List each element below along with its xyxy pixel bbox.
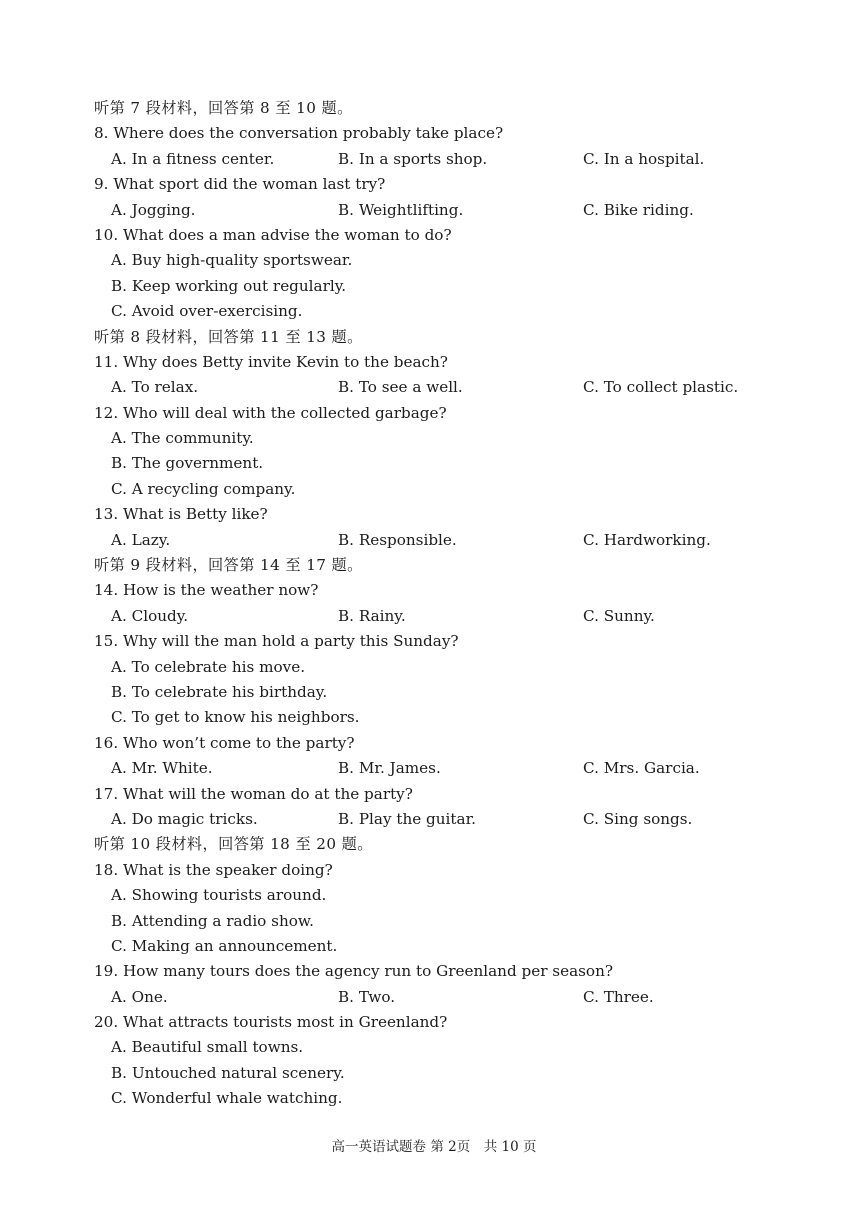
option-line: A. The community.	[111, 429, 254, 448]
option-a: A. One.	[111, 987, 168, 1006]
question-text: 8. Where does the conversation probably take place?	[94, 124, 504, 143]
section-instruction: 听第 9 段材料，回答第 14 至 17 题。	[94, 556, 363, 575]
option-b: B. Mr. James.	[338, 759, 441, 778]
question-text: 19. How many tours does the agency run to Greenland per season?	[94, 962, 614, 981]
option-a: A. Mr. White.	[111, 759, 213, 778]
option-b: B. To see a well.	[338, 378, 463, 397]
question-text: 10. What does a man advise the woman to do?	[94, 225, 452, 244]
option-c: C. Bike riding.	[583, 200, 694, 219]
question-text: 20. What attracts tourists most in Greenland?	[94, 1013, 448, 1032]
option-c: C. Sunny.	[583, 606, 655, 625]
question-text: 12. Who will deal with the collected garbage?	[94, 403, 447, 422]
option-a: A. Jogging.	[111, 200, 196, 219]
options-row	[94, 198, 794, 223]
question-text: 16. Who won’t come to the party?	[94, 733, 355, 752]
option-line: C. To get to know his neighbors.	[111, 708, 360, 727]
option-line: C. Avoid over-exercising.	[111, 302, 303, 321]
section-instruction: 听第 7 段材料，回答第 8 至 10 题。	[94, 99, 353, 117]
options-row	[94, 147, 794, 172]
option-line: A. Buy high-quality sportswear.	[111, 251, 353, 270]
option-a: A. Lazy.	[111, 530, 171, 549]
option-line: B. Keep working out regularly.	[111, 276, 347, 295]
options-row	[94, 756, 794, 781]
option-line: B. The government.	[111, 454, 264, 473]
question-text: 11. Why does Betty invite Kevin to the beach?	[94, 352, 448, 371]
section-instruction: 听第 8 段材料，回答第 11 至 13 题。	[94, 327, 363, 346]
option-a: A. In a fitness center.	[111, 149, 275, 168]
option-line: A. Beautiful small towns.	[111, 1038, 304, 1057]
question-text: 15. Why will the man hold a party this Sunday?	[94, 632, 459, 651]
option-b: B. Weightlifting.	[338, 200, 464, 219]
option-c: C. In a hospital.	[583, 149, 705, 168]
question-text: 17. What will the woman do at the party?	[94, 784, 413, 803]
section-instruction: 听第 10 段材料，回答第 18 至 20 题。	[94, 835, 373, 854]
option-line: C. Wonderful whale watching.	[111, 1089, 343, 1108]
option-c: C. To collect plastic.	[583, 378, 739, 397]
option-c: C. Sing songs.	[583, 809, 693, 828]
option-line: B. Untouched natural scenery.	[111, 1063, 345, 1082]
option-b: B. Play the guitar.	[338, 809, 476, 828]
question-text: 18. What is the speaker doing?	[94, 860, 333, 879]
option-line: C. A recycling company.	[111, 479, 296, 498]
option-a: A. To relax.	[111, 378, 199, 397]
page-footer: 高一英语试题卷 第 2页 共 10 页	[331, 1139, 537, 1155]
option-b: B. Two.	[338, 987, 396, 1006]
options-row	[94, 528, 794, 553]
option-line: A. To celebrate his move.	[111, 657, 306, 676]
options-row	[94, 807, 794, 832]
question-text: 14. How is the weather now?	[94, 581, 319, 600]
option-b: B. Responsible.	[338, 530, 457, 549]
options-row	[94, 375, 794, 400]
question-text: 13. What is Betty like?	[94, 505, 268, 524]
option-b: B. Rainy.	[338, 606, 406, 625]
option-line: B. To celebrate his birthday.	[111, 682, 328, 701]
exam-content	[94, 96, 794, 1112]
option-line: C. Making an announcement.	[111, 936, 338, 955]
option-a: A. Cloudy.	[111, 606, 189, 625]
option-a: A. Do magic tricks.	[111, 809, 258, 828]
option-b: B. In a sports shop.	[338, 149, 488, 168]
option-line: A. Showing tourists around.	[111, 886, 327, 905]
options-row	[94, 604, 794, 629]
option-c: C. Three.	[583, 987, 654, 1006]
option-c: C. Mrs. Garcia.	[583, 759, 700, 778]
question-text: 9. What sport did the woman last try?	[94, 175, 386, 194]
options-row	[94, 985, 794, 1010]
option-c: C. Hardworking.	[583, 530, 711, 549]
option-line: B. Attending a radio show.	[111, 911, 314, 930]
